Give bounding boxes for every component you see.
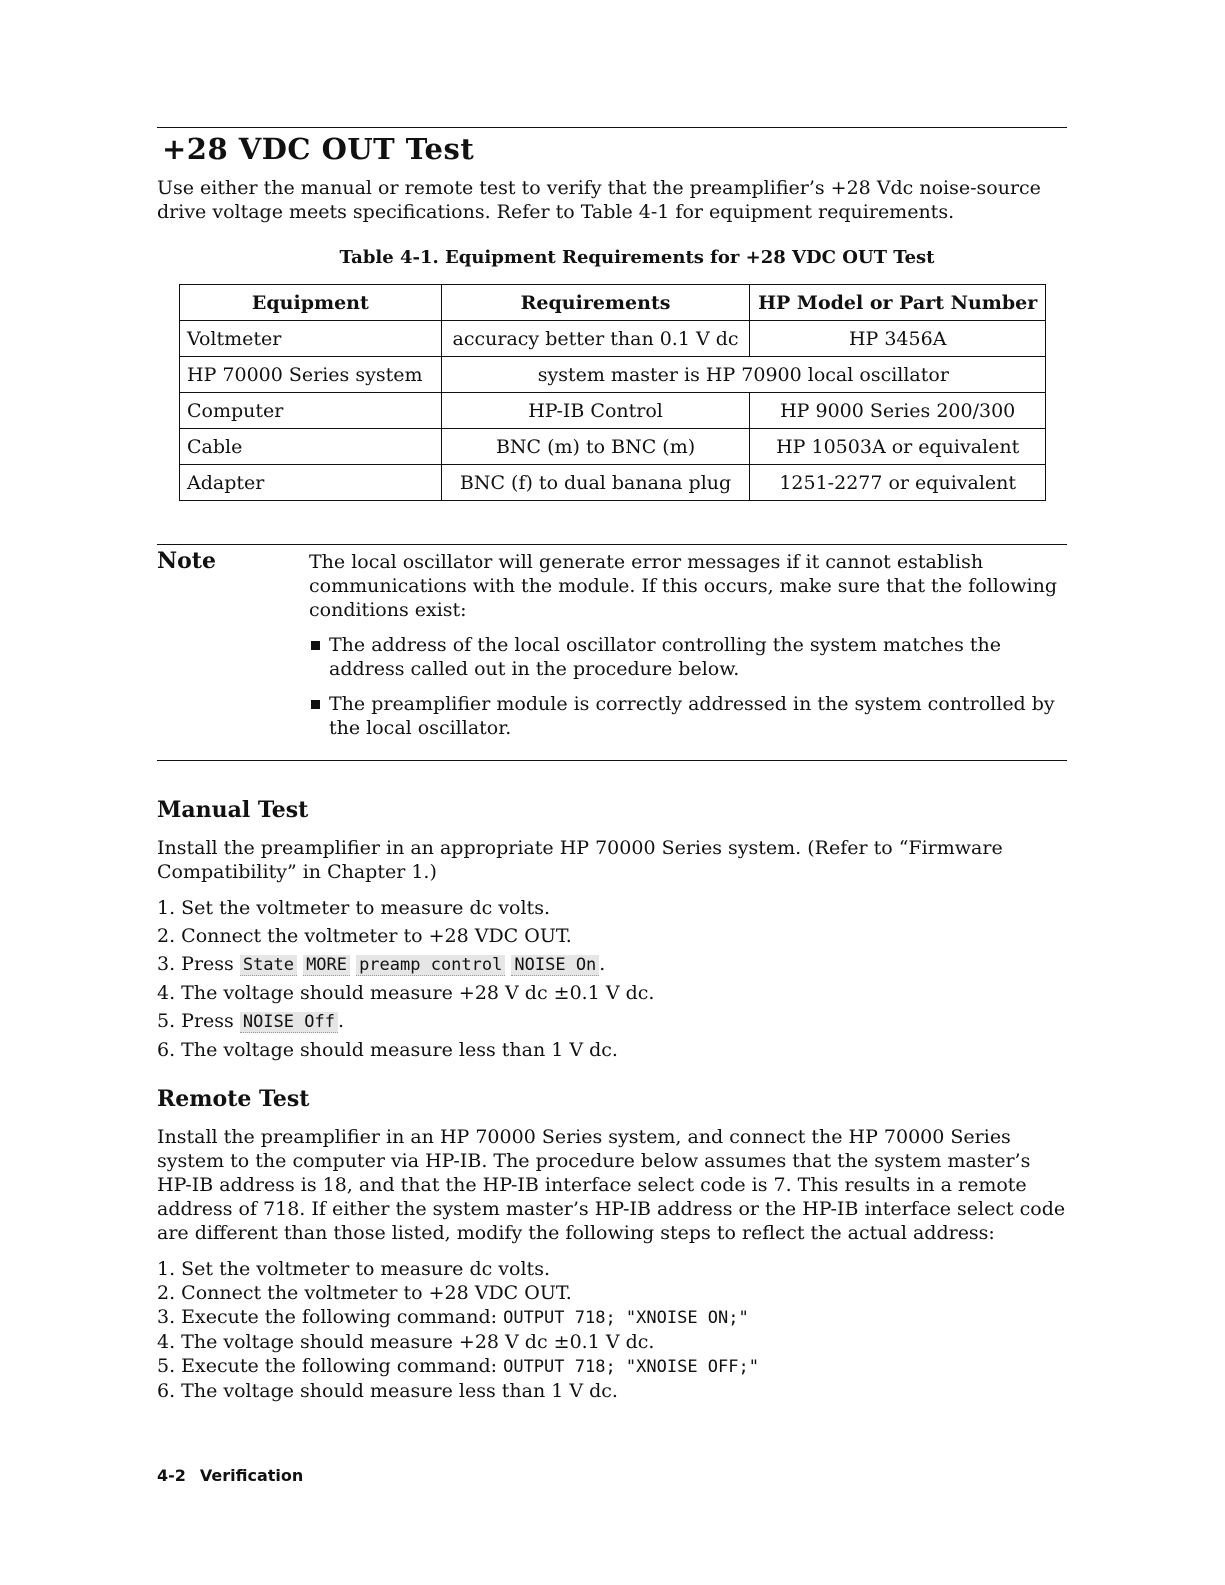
command-text: OUTPUT 718; "XNOISE ON;" xyxy=(503,1308,749,1328)
list-item: 4. The voltage should measure +28 V dc ±0.1 V dc. xyxy=(157,1331,655,1353)
note-text: The local oscillator will generate error messages if it cannot establish communications with the module. If this occurs, make sure that the following conditions exist: xyxy=(309,551,1057,621)
step-text: 5. Press xyxy=(157,1010,234,1032)
page-title: +28 VDC OUT Test xyxy=(162,132,475,166)
table-header-row xyxy=(180,285,1046,321)
list-item: 6. The voltage should measure less than 1 V dc. xyxy=(157,1039,618,1061)
cell-requirements: BNC (f) to dual banana plug xyxy=(441,465,750,501)
cell-equipment: Cable xyxy=(180,429,442,465)
section-name: Verification xyxy=(199,1466,304,1485)
note-bullet-text: The address of the local oscillator controlling the system matches the address called out in the procedure below. xyxy=(329,634,1002,680)
step-text: 5. Execute the following command: xyxy=(157,1355,498,1377)
note-body xyxy=(309,550,1069,740)
note-bullet-text: The preamplifier module is correctly addressed in the system controlled by the local oscillator. xyxy=(329,693,1055,739)
table-row xyxy=(180,465,1046,501)
manual-intro: Install the preamplifier in an appropriate HP 70000 Series system. (Refer to “Firmware Compatibility” in Chapter 1.) xyxy=(157,837,1003,883)
cell-requirements: system master is HP 70900 local oscillator xyxy=(441,357,1045,393)
bullet-square-icon xyxy=(311,700,320,709)
note-rule-top xyxy=(157,544,1067,545)
cell-equipment: Voltmeter xyxy=(180,321,442,357)
cell-model: HP 3456A xyxy=(750,321,1046,357)
header-requirements: Requirements xyxy=(441,285,750,321)
manual-test-heading: Manual Test xyxy=(157,797,309,823)
cell-equipment: HP 70000 Series system xyxy=(180,357,442,393)
table-row xyxy=(180,429,1046,465)
cell-model: 1251-2277 or equivalent xyxy=(750,465,1046,501)
preamp-control-softkey: preamp control xyxy=(356,955,505,976)
note-bullet xyxy=(309,633,1069,681)
bullet-square-icon xyxy=(311,641,320,650)
remote-intro: Install the preamplifier in an HP 70000 Series system, and connect the HP 70000 Series system to the computer via HP-IB. The procedure below assumes that the system master’s HP-IB address is 18, and that the HP-IB interface select code is 7. This results in a remote address of 718. If either the system master’s HP-IB address or the HP-IB interface select code are different than those listed, modify the following steps to reflect the actual address: xyxy=(157,1126,1066,1244)
list-item xyxy=(157,952,1067,977)
command-text: OUTPUT 718; "XNOISE OFF;" xyxy=(503,1357,759,1377)
table-caption: Table 4-1. Equipment Requirements for +28 VDC OUT Test xyxy=(339,247,935,268)
step-suffix: . xyxy=(337,1010,344,1032)
header-equipment: Equipment xyxy=(180,285,442,321)
cell-requirements: accuracy better than 0.1 V dc xyxy=(441,321,750,357)
list-item xyxy=(157,1354,1067,1379)
note-label: Note xyxy=(157,548,216,574)
note-rule-bottom xyxy=(157,760,1067,761)
equipment-table xyxy=(179,284,1046,501)
table-row xyxy=(180,321,1046,357)
page-footer xyxy=(157,1466,303,1485)
step-text: 3. Press xyxy=(157,953,234,975)
list-item: 1. Set the voltmeter to measure dc volts. xyxy=(157,1258,550,1280)
top-rule xyxy=(157,127,1067,128)
note-bullet xyxy=(309,692,1069,740)
cell-requirements: HP-IB Control xyxy=(441,393,750,429)
cell-equipment: Computer xyxy=(180,393,442,429)
state-softkey: State xyxy=(240,955,297,976)
page-number: 4-2 xyxy=(157,1466,186,1485)
cell-requirements: BNC (m) to BNC (m) xyxy=(441,429,750,465)
list-item xyxy=(157,1305,1067,1330)
header-model: HP Model or Part Number xyxy=(750,285,1046,321)
list-item xyxy=(157,1009,1067,1034)
list-item: 2. Connect the voltmeter to +28 VDC OUT. xyxy=(157,925,572,947)
table-row xyxy=(180,357,1046,393)
cell-model: HP 9000 Series 200/300 xyxy=(750,393,1046,429)
list-item: 1. Set the voltmeter to measure dc volts. xyxy=(157,897,550,919)
noise-off-softkey: NOISE Off xyxy=(240,1012,338,1033)
more-softkey: MORE xyxy=(303,955,350,976)
manual-steps xyxy=(157,896,1067,1066)
step-text: 3. Execute the following command: xyxy=(157,1306,498,1328)
list-item: 6. The voltage should measure less than 1 V dc. xyxy=(157,1380,618,1402)
remote-steps xyxy=(157,1257,1067,1403)
list-item: 4. The voltage should measure +28 V dc ±0.1 V dc. xyxy=(157,982,655,1004)
cell-equipment: Adapter xyxy=(180,465,442,501)
cell-model: HP 10503A or equivalent xyxy=(750,429,1046,465)
list-item: 2. Connect the voltmeter to +28 VDC OUT. xyxy=(157,1282,572,1304)
table-row xyxy=(180,393,1046,429)
intro-paragraph: Use either the manual or remote test to verify that the preamplifier’s +28 Vdc noise-source drive voltage meets specifications. Refer to Table 4-1 for equipment requirements. xyxy=(157,177,1041,223)
noise-on-softkey: NOISE On xyxy=(511,955,599,976)
remote-test-heading: Remote Test xyxy=(157,1086,310,1112)
step-suffix: . xyxy=(599,953,606,975)
